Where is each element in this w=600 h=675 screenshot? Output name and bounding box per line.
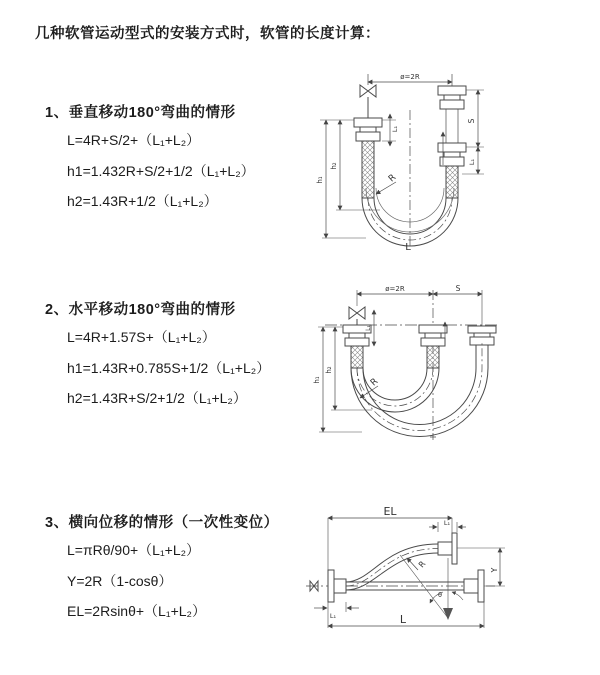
section1-formula-h2: h2=1.43R+1/2（L₁+L₂） [67,193,218,209]
right-flange-lower [438,143,466,166]
right-flange [468,326,496,345]
hose-u-bend-1 [351,368,439,412]
dim-h2-label: h₂ [330,162,338,170]
dim-y-label: Y [490,567,499,573]
radius-label: R [386,172,399,185]
section-lateral-displacement [45,511,279,627]
apex-marker [443,608,453,620]
dim-el-label: EL [383,505,397,518]
diagram-horizontal-180-bend [310,280,600,460]
dim-l1-bottom-label: L₁ [329,612,337,620]
left-flange [354,118,382,141]
right-flange-upper [438,86,466,109]
section3-formula-el: EL=2Rsinθ+（L₁+L₂） [67,603,206,619]
dim-h1-label: h₁ [313,376,321,384]
right-hose-braid [446,166,458,198]
dim-h2-label: h₂ [325,366,333,374]
page-title: 几种软管运动型式的安装方式时，软管的长度计算： [35,26,380,42]
upper-flange [438,533,457,564]
diagram-vertical-180-bend [310,70,600,260]
section2-heading: 2、水平移动180°弯曲的情形 [45,302,236,318]
dim-s-label: S [455,284,461,293]
diagram-lateral-displacement [300,500,600,660]
length-label: L [399,613,407,626]
dim-l1b-label: L₁ [391,125,399,133]
valve-icon [360,85,376,118]
section-horizontal-movement [45,298,270,414]
dim-2r-label: ø=2R [385,285,405,293]
dim-s-label: S [467,118,476,124]
section1-formula-h1: h1=1.432R+S/2+1/2（L₁+L₂） [67,162,255,179]
section1-heading: 1、垂直移动180°弯曲的情形 [45,105,236,121]
dim-l1-label: L₁ [365,325,372,331]
section1-formula-l: L=4R+S/2+（L₁+L₂） [67,132,201,148]
section-vertical-movement [45,101,255,217]
angle-label: θ [438,591,442,599]
section3-formula-y: Y=2R（1-cosθ） [67,572,173,589]
dim-2r-label: ø=2R [400,73,420,81]
middle-hose-braid [427,346,439,368]
left-hose-braid [362,141,374,198]
middle-flange [419,325,447,346]
dim-h1-label: h₁ [316,176,324,184]
dim-l1-top-label: L₁ [443,519,451,527]
right-flange [464,570,484,602]
section2-formula-h2: h2=1.43R+S/2+1/2（L₁+L₂） [67,390,247,406]
length-label: L [405,242,411,253]
section2-formula-h1: h1=1.43R+0.785S+1/2（L₁+L₂） [67,359,271,376]
radius-label: R [416,559,428,570]
radius-label: R [368,376,381,389]
left-hose-braid [351,346,363,368]
dim-l1-label: L₁ [468,158,476,166]
section2-formula-l: L=4R+1.57S+（L₁+L₂） [67,329,216,345]
section3-heading: 3、横向位移的情形（一次性变位） [45,515,279,531]
left-flange [328,570,346,602]
valve-icon [349,307,365,325]
section3-formula-l: L=πRθ/90+（L₁+L₂） [67,542,201,558]
